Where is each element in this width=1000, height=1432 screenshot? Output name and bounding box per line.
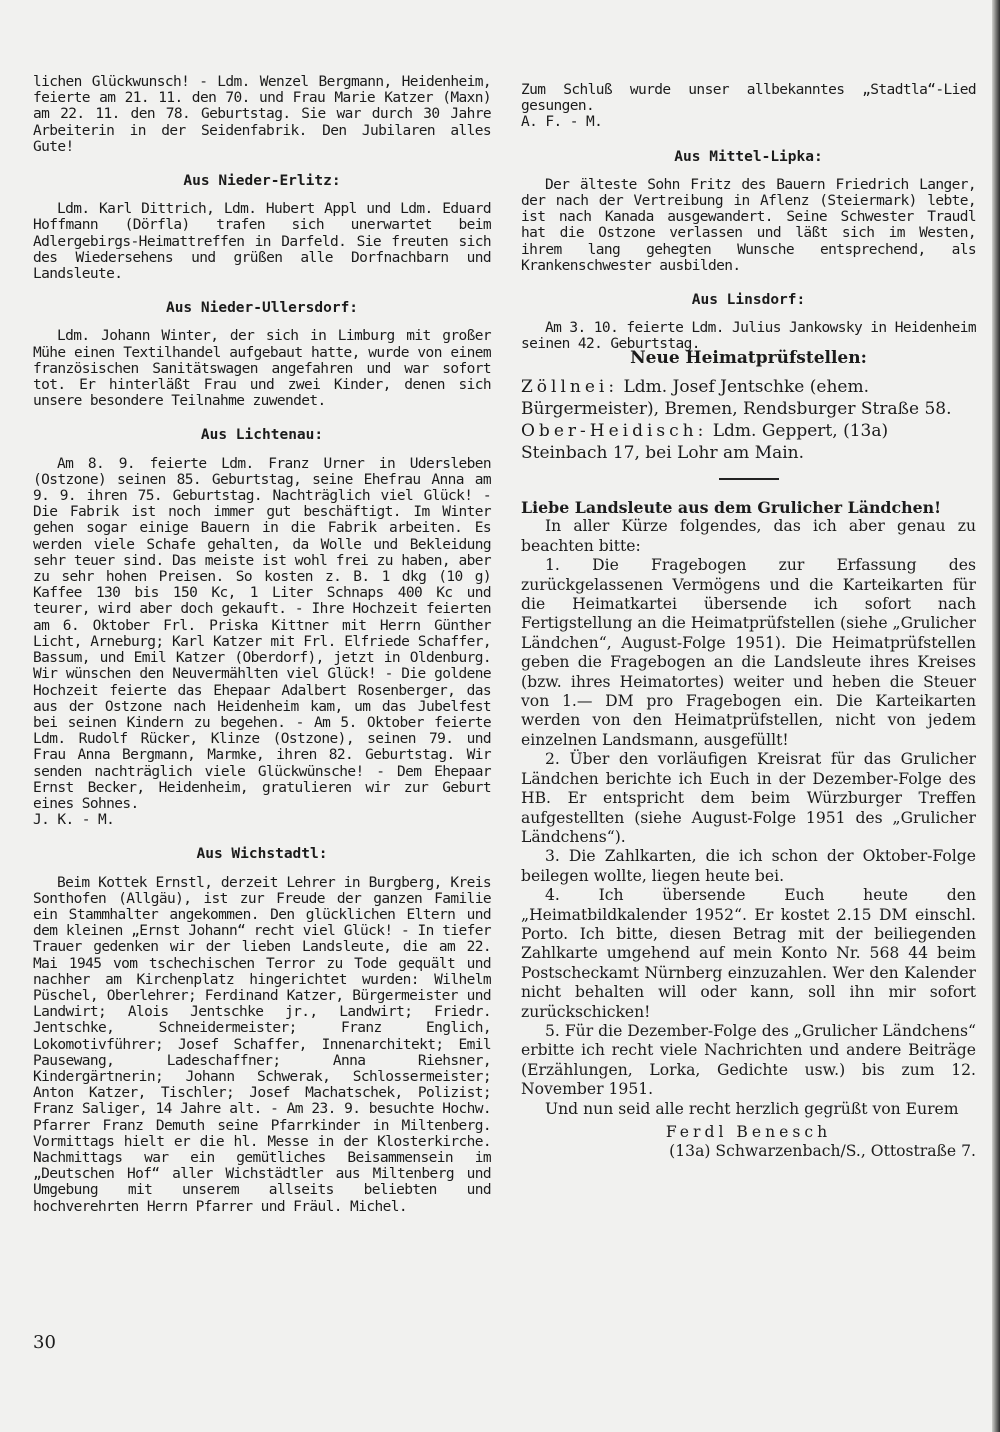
section-heading-wichstadtl: Aus Wichstadtl: bbox=[196, 846, 328, 863]
scan-edge-shadow bbox=[992, 0, 1000, 1432]
section-text-mittel-lipka: Der älteste Sohn Fritz des Bauern Friedrich Langer, der nach der Vertreibung in Aflenz (Steiermark) lebte, ist nach Kanada ausgewandert. Seine Schwester Traudl hat die Ostzone verlassen und läßt sich im Westen, ihrem lang gehegten Wunsche entsprechend, als Krankenschwester ausbilden. bbox=[521, 176, 976, 274]
letter-paragraph-intro: In aller Kürze folgendes, das ich aber genau zu beachten bitte: bbox=[521, 517, 976, 555]
pruefstelle-entry-ober-heidisch bbox=[521, 420, 976, 464]
section-sign-lichtenau: J. K. - M. bbox=[33, 812, 115, 829]
signature-name: Ferdl Benesch bbox=[665, 1123, 832, 1141]
heimatpruefstellen-block bbox=[521, 348, 976, 464]
letter-paragraph-2: 2. Über den vorläufigen Kreisrat für das Grulicher Ländchen berichte ich Euch in der Dezember-Folge des HB. Er entspricht dem beim Würzburger Treffen aufgestellten (siehe August-Folge 1951 des „Grulicher Ländchens“). bbox=[521, 750, 976, 846]
left-intro-paragraph: lichen Glückwunsch! - Ldm. Wenzel Bergmann, Heidenheim, feierte am 21. 11. den 70. und Frau Marie Katzer (Maxn) am 22. 11. den 78. Geburtstag. Sie war durch 30 Jahre Arbeiterin in der Seidenfabrik. Den Jubilaren alles Gute! bbox=[33, 74, 491, 155]
page-number: 30 bbox=[33, 1332, 56, 1353]
heimatpruefstellen-title: Neue Heimatprüfstellen: bbox=[630, 348, 867, 368]
letter-heading: Liebe Landsleute aus dem Grulicher Ländchen! bbox=[521, 498, 942, 517]
section-text-lichtenau: Am 8. 9. feierte Ldm. Franz Urner in Udersleben (Ostzone) seinen 85. Geburtstag, seine Ehefrau Anna am 9. 9. ihren 75. Geburtstag. Nachträglich viel Glück! - Die Fabrik ist noch immer gut beschäftigt. Im Winter gehen sogar einige Bauern in die Fabrik arbeiten. Es werden viele Schafe gehalten, da Wolle und Bekleidung sehr teuer sind. Das meiste ist wohl frei zu haben, aber zu sehr hohen Preisen. So kosten z. B. 1 dkg (10 g) Kaffee 130 bis 150 Kc, 1 Liter Schnaps 400 Kc und teurer, wird aber doch gekauft. - Ihre Hochzeit feierten am 6. Oktober Frl. Priska Kittner mit Herrn Günther Licht, Arneburg; Karl Katzer mit Frl. Elfriede Schaffer, Bassum, und Emil Katzer (Oberdorf), jetzt in Oldenburg. Wir wünschen den Neuvermählten viel Glück! - Die goldene Hochzeit feierte das Ehepaar Adalbert Rosenberger, das aus der Ostzone nach Heidenheim kam, um das Jubelfest bei seinen Kindern zu begehen. - Am 5. Oktober feierte Ldm. Rudolf Rücker, Klinze (Ostzone), seinen 79. und Frau Anna Bergmann, Marmke, ihren 82. Geburtstag. Wir senden nachträglich viele Glückwünsche! - Dem Ehepaar Ernst Becker, Heidenheim, gratulieren wir zur Geburt eines Sohnes. bbox=[33, 455, 491, 812]
section-text-nieder-ullersdorf: Ldm. Johann Winter, der sich in Limburg mit großer Mühe einen Textilhandel aufgebaut hatte, wurde von einem französischen Sanitätswagen angefahren und war sofort tot. Er hinterläßt Frau und zwei Kinder, denen sich unsere besondere Teilnahme zuwendet. bbox=[33, 328, 491, 410]
letter-block bbox=[521, 498, 976, 1162]
section-text-wichstadtl: Beim Kottek Ernstl, derzeit Lehrer in Burgberg, Kreis Sonthofen (Allgäu), ist zur Freude der ganzen Familie ein Stammhalter angekommen. Den glücklichen Eltern und dem kleinen „Ernst Johann“ recht viel Glück! - In tiefer Trauer gedenken wir der lieben Landsleute, die am 22. Mai 1945 vom tschechischen Terror zu Tode gequält und nachher am Kirchenplatz hingerichtet wurden: Wilhelm Püschel, Oberlehrer; Ferdinand Katzer, Bürgermeister und Landwirt; Alois Jentschke jr., Landwirt; Friedr. Jentschke, Schneidermeister; Franz Englich, Lokomotivführer; Josef Schaffer, Innenarchitekt; Emil Pausewang, Ladeschaffner; Anna Riehsner, Kindergärtnerin; Johann Schwerak, Schlossermeister; Anton Katzer, Tischler; Josef Machatschek, Polizist; Franz Saliger, 14 Jahre alt. - Am 23. 9. besuchte Hochw. Pfarrer Franz Demuth seine Pfarrkinder in Miltenberg. Vormittags hielt er die hl. Messe in der Klosterkirche. Nachmittags war ein gemütliches Beisammensein im „Deutschen Hof“ aller Wichstädtler aus Miltenberg und Umgebung mit unserem allseits beliebten und hochverehrten Herrn Pfarrer und Fräul. Michel. bbox=[33, 874, 491, 1215]
letter-paragraph-1: 1. Die Fragebogen zur Erfassung des zurückgelassenen Vermögens und die Karteikarten für die Heimatkartei übersende ich sofort nach Fertigstellung an die Heimatprüfstellen (siehe „Grulicher Ländchen“, August-Folge 1951). Die Heimatprüfstellen geben die Fragebogen an die Landsleute ihres Kreises (bzw. ihres Heimatortes) weiter und heben die Steuer von 1.— DM pro Fragebogen ein. Die Karteikarten werden von den Heimatprüfstellen, nicht von jedem einzelnen Landsmann, ausgefüllt! bbox=[521, 556, 976, 749]
right-intro-sign: A. F. - M. bbox=[521, 114, 603, 131]
section-divider bbox=[719, 478, 779, 480]
right-column-top bbox=[521, 82, 976, 353]
pruefstelle-place-ober-heidisch: Ober-Heidisch: bbox=[521, 421, 708, 441]
section-heading-mittel-lipka: Aus Mittel-Lipka: bbox=[674, 148, 823, 165]
pruefstelle-entry-zoellnei bbox=[521, 376, 976, 420]
pruefstelle-text-zoellnei: Ldm. Josef Jentschke (ehem. Bürgermeister), Bremen, Rendsburger Straße 58. bbox=[521, 377, 952, 419]
left-column bbox=[33, 74, 491, 1215]
signature-address: (13a) Schwarzenbach/S., Ottostraße 7. bbox=[669, 1142, 976, 1161]
pruefstelle-text-ober-heidisch: Ldm. Geppert, (13a) Steinbach 17, bei Lohr am Main. bbox=[521, 421, 889, 463]
letter-paragraph-closing: Und nun seid alle recht herzlich gegrüßt von Eurem bbox=[545, 1099, 959, 1118]
section-heading-linsdorf: Aus Linsdorf: bbox=[691, 292, 806, 309]
letter-paragraph-5: 5. Für die Dezember-Folge des „Grulicher Ländchens“ erbitte ich recht viele Nachrichten und andere Beiträge (Erzählungen, Lorka, Gedichte usw.) bis zum 12. November 1951. bbox=[521, 1021, 976, 1099]
letter-paragraph-4: 4. Ich übersende Euch heute den „Heimatbildkalender 1952“. Er kostet 2.15 DM einschl. Porto. Ich bitte, diesen Betrag mit der beiliegenden Zahlkarte umgehend auf mein Konto Nr. 568 44 beim Postscheckamt Nürnberg einzuzahlen. Wer den Kalender nicht behalten will oder kann, soll ihn mir sofort zurückschicken! bbox=[521, 886, 976, 1021]
section-heading-nieder-erlitz: Aus Nieder-Erlitz: bbox=[183, 173, 341, 190]
letter-paragraph-3: 3. Die Zahlkarten, die ich schon der Oktober-Folge beilegen wollte, liegen heute bei. bbox=[521, 847, 976, 885]
right-intro-paragraph: Zum Schluß wurde unser allbekanntes „Stadtla“-Lied gesungen. bbox=[521, 82, 976, 115]
section-heading-lichtenau: Aus Lichtenau: bbox=[200, 427, 324, 444]
section-text-nieder-erlitz: Ldm. Karl Dittrich, Ldm. Hubert Appl und Ldm. Eduard Hoffmann (Dörfla) trafen sich unerwartet beim Adlergebirgs-Heimattreffen in Darfeld. Sie freuten sich des Wiedersehens und grüßen alle Dorfnachbarn und Landsleute. bbox=[33, 201, 491, 283]
section-heading-nieder-ullersdorf: Aus Nieder-Ullersdorf: bbox=[165, 300, 359, 317]
section-text-linsdorf: Am 3. 10. feierte Ldm. Julius Jankowsky in Heidenheim seinen 42. Geburtstag. bbox=[521, 320, 976, 353]
pruefstelle-place-zoellnei: Zöllnei: bbox=[521, 377, 619, 397]
